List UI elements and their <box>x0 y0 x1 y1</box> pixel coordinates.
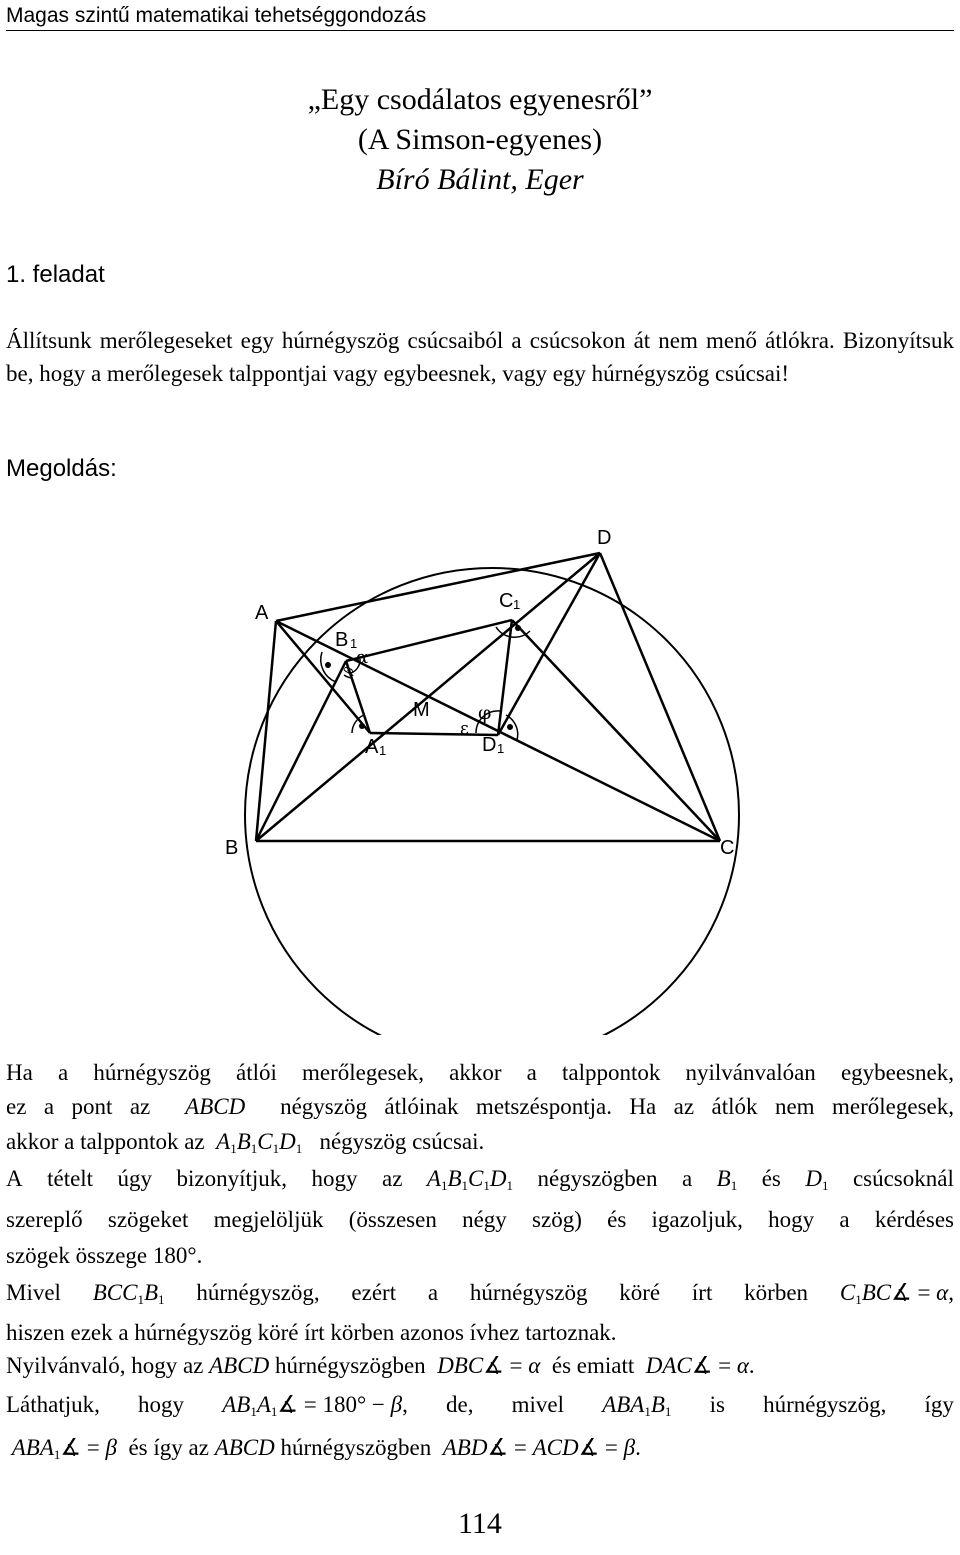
dot-b1 <box>325 662 331 668</box>
title-block <box>0 80 960 200</box>
solution-p1-line3: akkor a talppontok az $A_1B_1C_1D_1$ négyszög csúcsai. <box>6 1129 485 1156</box>
dot-d1 <box>507 724 513 730</box>
label-d1: D <box>482 734 497 756</box>
solution-p4: Nyilvánvaló, hogy az ABCD húrnégyszögben DBC∡ = α és emiatt DAC∡ = α. <box>6 1353 755 1378</box>
label-m: M <box>413 699 430 721</box>
side-cd <box>600 553 720 841</box>
label-d1-sub: 1 <box>497 741 505 756</box>
label-alpha: α <box>356 647 369 668</box>
figure-svg <box>0 515 960 1035</box>
solution-p5-line2: $ABA_1∡ = \beta$ és így az ABCD húrnégyszögben ABD∡ = ACD∡ = β. <box>11 1435 641 1462</box>
solution-p5-line1: Láthatjuk, hogy $AB_1A_1∡ = 180^\circ - \beta$, de, mivel $ABA_1B_1$ is húrnégyszög, így <box>6 1392 954 1419</box>
solution-p3-line2: hiszen ezek a húrnégyszög köré írt körben azonos ívhez tartoznak. <box>6 1320 617 1345</box>
label-b1-sub: 1 <box>350 636 358 651</box>
label-epsilon: ε <box>460 719 469 739</box>
perp-d <box>498 553 600 735</box>
label-c: C <box>720 837 735 859</box>
inner-b1c1 <box>346 620 512 661</box>
title-line-2: (A Simson-egyenes) <box>357 123 603 156</box>
solution-p2-line3: szögek összege 180°. <box>6 1243 203 1268</box>
diagonal-bd <box>256 553 600 841</box>
inner-d1a1 <box>370 733 498 735</box>
page-header: Magas szintű matematikai tehetséggondozás <box>6 2 954 31</box>
solution-p1-line1: Ha a húrnégyszög átlói merőlegesek, akkor a talppontok nyilvánvalóan egybeesnek, <box>6 1060 954 1085</box>
label-beta: β <box>340 663 357 677</box>
author: Bíró Bálint, Eger <box>376 163 584 196</box>
circumcircle <box>245 568 739 1035</box>
solution-p2-line2: szereplő szögeket megjelöljük (összesen négy szög) és igazoljuk, hogy a kérdéses <box>6 1207 954 1232</box>
solution-p3-line1: Mivel $BCC_1B_1$ húrnégyszög, ezért a húrnégyszög köré írt körben $C_1BC∡ = \alpha$, <box>6 1280 954 1307</box>
label-c1-sub: 1 <box>513 597 521 612</box>
solution-label: Megoldás: <box>6 455 117 482</box>
label-a1: A <box>365 736 379 758</box>
solution-p2-line1: A tételt úgy bizonyítjuk, hogy az $A_1B_1C_1D_1$ négyszögben a $B_1$ és $D_1$ csúcsoknál <box>6 1166 954 1193</box>
label-b1: B <box>335 629 349 651</box>
solution-p1-line2: ez a pont az ABCD négyszög átlóinak metszéspontja. Ha az átlók nem merőlegesek, <box>6 1094 954 1119</box>
dot-a1 <box>359 723 365 729</box>
label-a1-sub: 1 <box>379 743 387 758</box>
label-d: D <box>597 527 612 549</box>
page-number: 114 <box>458 1507 502 1540</box>
label-b: B <box>225 837 239 859</box>
side-da <box>276 553 600 621</box>
label-phi: φ <box>478 702 492 724</box>
task-text: Állítsunk merőlegeseket egy húrnégyszög csúcsaiból a csúcsokon át nem menő átlókra. Bizonyítsuk be, hogy a merőlegesek talppontjai vagy egybeesnek, vagy egy húrnégyszög csúcsai! <box>6 328 954 386</box>
dot-c1 <box>515 625 521 631</box>
geometry-figure <box>0 515 960 1040</box>
task-title: 1. feladat <box>6 261 105 288</box>
label-c1: C <box>499 590 514 612</box>
label-a: A <box>255 602 269 624</box>
title-line-1: „Egy csodálatos egyenesről” <box>307 83 653 116</box>
